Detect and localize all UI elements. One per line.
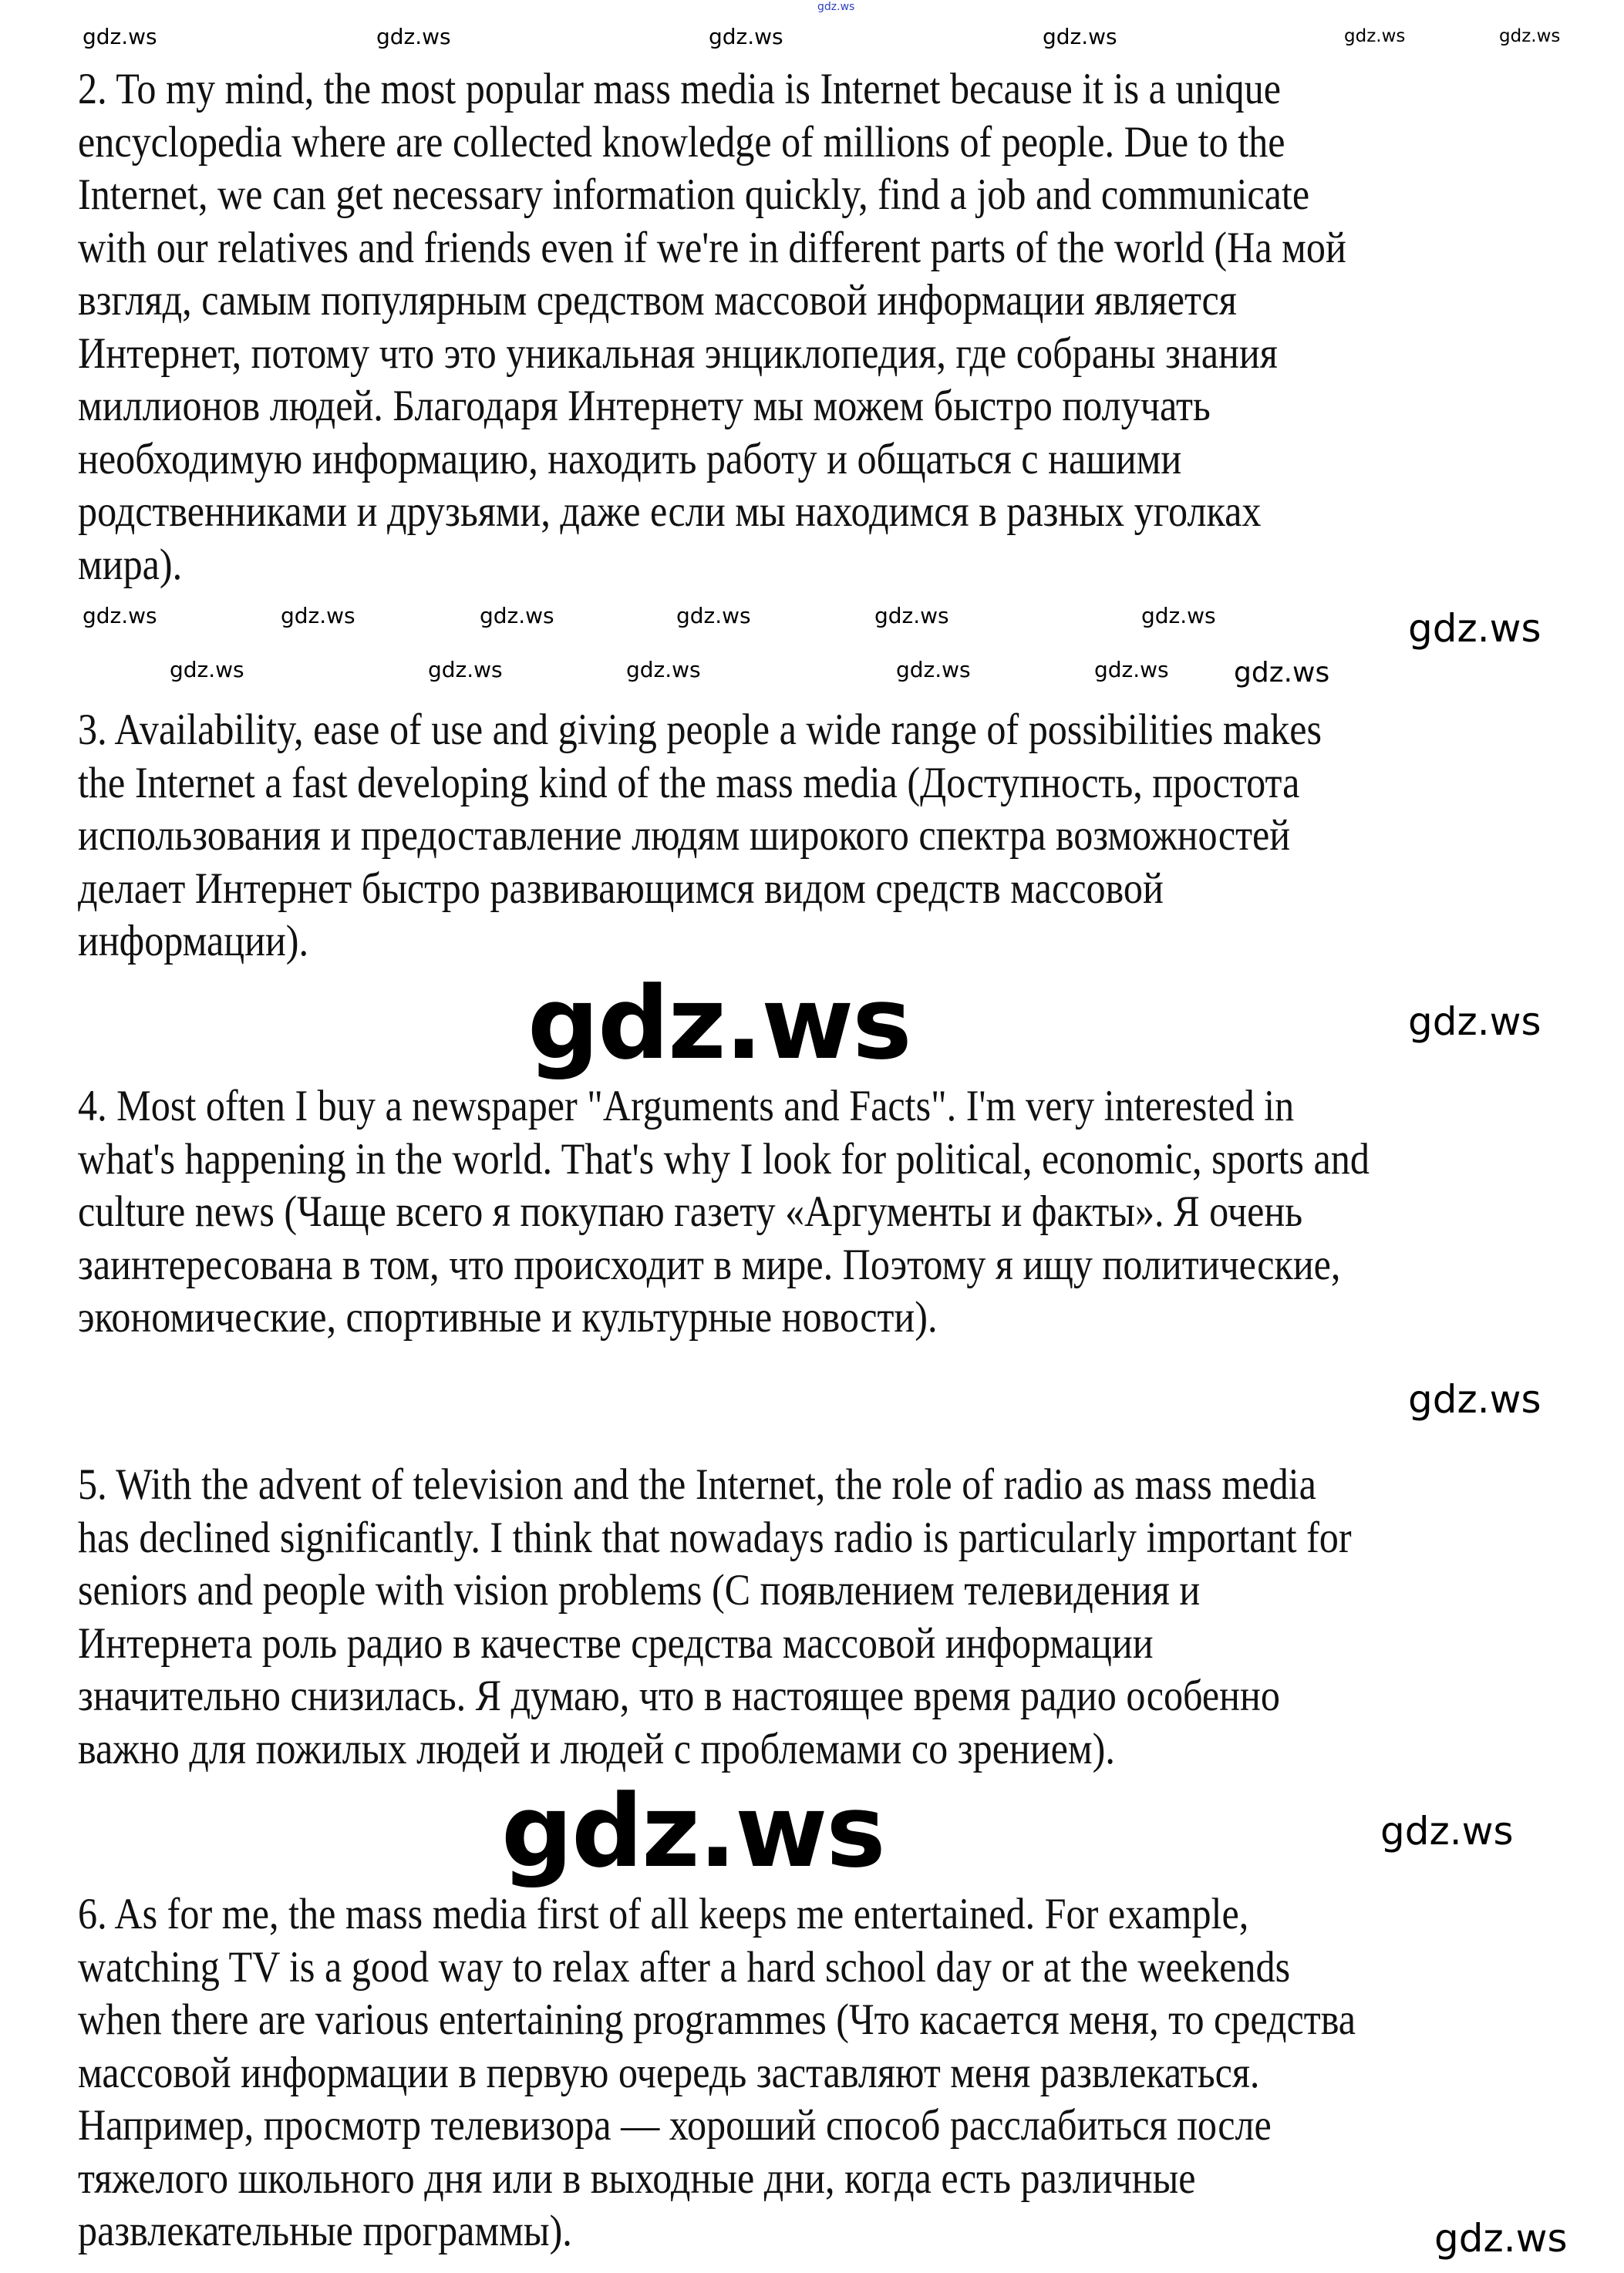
watermark: gdz.ws [1408, 606, 1541, 651]
watermark: gdz.ws [1380, 1809, 1514, 1854]
text-line: seniors and people with vision problems (С появлением телевидения и [78, 1566, 1201, 1615]
text-line: with our relatives and friends even if we're in different parts of the world (На мой [78, 223, 1346, 272]
text-line: значительно снизилась. Я думаю, что в настоящее время радио особенно [78, 1672, 1280, 1720]
watermark: gdz.ws [170, 657, 244, 682]
paragraph-6 [78, 1888, 1356, 2258]
text-line: 2. To my mind, the most popular mass media is Internet because it is a unique [78, 65, 1281, 113]
text-line: информации). [78, 917, 309, 965]
watermark: gdz.ws [896, 657, 971, 682]
text-line: развлекательные программы). [78, 2207, 572, 2255]
watermark: gdz.ws [874, 603, 949, 628]
text-line: 3. Availability, ease of use and giving people a wide range of possibilities makes [78, 705, 1322, 754]
watermark: gdz.ws [527, 965, 911, 1082]
watermark: gdz.ws [1141, 603, 1216, 628]
watermark: gdz.ws [1043, 24, 1117, 49]
text-line: what's happening in the world. That's why I look for political, economic, sports and [78, 1134, 1370, 1184]
watermark: gdz.ws [501, 1773, 884, 1890]
paragraph-2 [78, 63, 1346, 591]
text-line: заинтересована в том, что происходит в мире. Поэтому я ищу политические, [78, 1240, 1341, 1289]
paragraph-4 [78, 1080, 1370, 1345]
paragraph-5 [78, 1459, 1352, 1776]
text-line: делает Интернет быстро развивающимся видом средств массовой [78, 864, 1164, 913]
watermark: gdz.ws [1094, 657, 1169, 682]
text-line: важно для пожилых людей и людей с проблемами со зрением). [78, 1724, 1115, 1773]
text-line: 5. With the advent of television and the Internet, the role of radio as mass media [78, 1460, 1316, 1509]
text-line: тяжелого школьного дня или в выходные дни, когда есть различные [78, 2153, 1196, 2203]
paragraph-3 [78, 704, 1322, 968]
watermark: gdz.ws [709, 24, 783, 49]
text-line: Например, просмотр телевизора — хороший способ расслабиться после [78, 2101, 1272, 2150]
text-line: мира). [78, 540, 183, 589]
watermark: gdz.ws [1408, 999, 1541, 1044]
watermark: gdz.ws [376, 24, 451, 49]
text-line: 6. As for me, the mass media first of all keeps me entertained. For example, [78, 1890, 1249, 1938]
text-line: Internet, we can get necessary information quickly, find a job and communicate [78, 170, 1310, 219]
watermark: gdz.ws [281, 603, 355, 628]
watermark: gdz.ws [1234, 657, 1330, 689]
text-line: взгляд, самым популярным средством массовой информации является [78, 276, 1237, 325]
watermark: gdz.ws [480, 603, 554, 628]
watermark: gdz.ws [1408, 1377, 1541, 1422]
header-watermark: gdz.ws [817, 1, 855, 13]
text-line: миллионов людей. Благодаря Интернету мы можем быстро получать [78, 382, 1211, 430]
watermark: gdz.ws [1434, 2216, 1568, 2261]
text-line: when there are various entertaining programmes (Что касается меня, то средства [78, 1995, 1356, 2044]
text-line: использования и предоставление людям широкого спектра возможностей [78, 811, 1291, 860]
text-line: необходимую информацию, находить работу и общаться с нашими [78, 434, 1182, 483]
text-line: родственниками и друзьями, даже если мы находимся в разных уголках [78, 487, 1262, 536]
text-line: culture news (Чаще всего я покупаю газету «Аргументы и факты». Я очень [78, 1187, 1303, 1236]
text-line: массовой информации в первую очередь заставляют меня развлекаться. [78, 2048, 1260, 2097]
watermark: gdz.ws [428, 657, 503, 682]
text-line: экономические, спортивные и культурные новости). [78, 1293, 938, 1342]
text-line: 4. Most often I buy a newspaper "Arguments and Facts". I'm very interested in [78, 1082, 1295, 1130]
text-line: has declined significantly. I think that nowadays radio is particularly important for [78, 1513, 1352, 1562]
text-line: the Internet a fast developing kind of the mass media (Доступность, простота [78, 758, 1300, 807]
text-line: Интернета роль радио в качестве средства массовой информации [78, 1618, 1154, 1668]
text-line: Интернет, потому что это уникальная энциклопедия, где собраны знания [78, 328, 1278, 378]
watermark: gdz.ws [83, 24, 157, 49]
watermark: gdz.ws [1499, 26, 1561, 46]
watermark: gdz.ws [1344, 26, 1406, 46]
text-line: encyclopedia where are collected knowledge of millions of people. Due to the [78, 117, 1285, 167]
watermark: gdz.ws [83, 603, 157, 628]
watermark: gdz.ws [676, 603, 751, 628]
watermark: gdz.ws [626, 657, 701, 682]
text-line: watching TV is a good way to relax after a hard school day or at the weekends [78, 1942, 1291, 1992]
